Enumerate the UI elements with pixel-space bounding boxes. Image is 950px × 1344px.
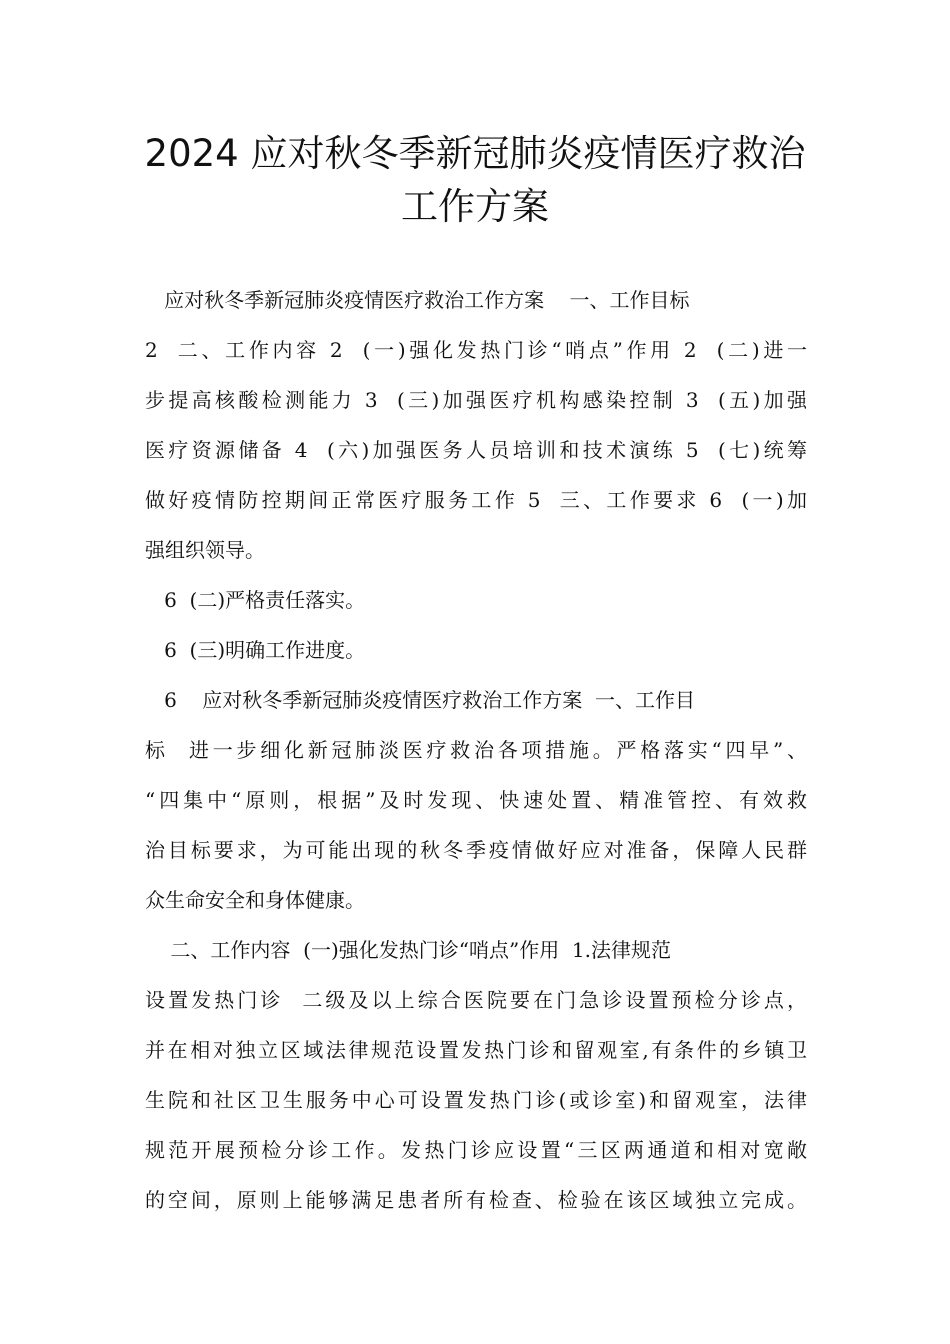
body-line: 6 (二)严格责任落实。 <box>145 588 366 612</box>
document-title-line-2: 工作方案 <box>401 185 549 228</box>
body-line: 医疗资源储备 4 (六)加强医务人员培训和技术演练 5 (七)统筹 <box>145 438 807 462</box>
body-line: 治目标要求，为可能出现的秋冬季疫情做好应对准备，保障人民群 <box>145 838 807 862</box>
body-line: 6 (三)明确工作进度。 <box>145 638 366 662</box>
body-line: 并在相对独立区域法律规范设置发热门诊和留观室,有条件的乡镇卫 <box>145 1038 807 1062</box>
document-title-line-1: 2024 应对秋冬季新冠肺炎疫情医疗救治 <box>144 132 806 175</box>
body-line: 二、工作内容 (一)强化发热门诊“哨点”作用 1.法律规范 <box>145 938 671 962</box>
body-line: 步提高核酸检测能力 3 (三)加强医疗机构感染控制 3 (五)加强 <box>145 388 807 412</box>
body-line: 应对秋冬季新冠肺炎疫情医疗救治工作方案 一、工作目标 <box>145 288 690 312</box>
body-line: 2 二、工作内容 2 (一)强化发热门诊“哨点”作用 2 (二)进一 <box>145 338 807 362</box>
body-line: 做好疫情防控期间正常医疗服务工作 5 三、工作要求 6 (一)加 <box>145 488 807 512</box>
body-line: 标 进一步细化新冠肺淡医疗救治各项措施。严格落实“四早”、 <box>145 738 807 762</box>
body-line: 强组织领导。 <box>145 538 265 562</box>
body-line: 规范开展预检分诊工作。发热门诊应设置“三区两通道和相对宽敞 <box>145 1138 807 1162</box>
body-line: 生院和社区卫生服务中心可设置发热门诊(或诊室)和留观室，法律 <box>145 1088 807 1112</box>
body-line: 的空间，原则上能够满足患者所有检查、检验在该区域独立完成。 <box>145 1188 807 1212</box>
body-line: 设置发热门诊 二级及以上综合医院要在门急诊设置预检分诊点， <box>145 988 807 1012</box>
body-line: 6 应对秋冬季新冠肺炎疫情医疗救治工作方案 一、工作目 <box>145 688 695 712</box>
body-line: “四集中“原则，根据”及时发现、快速处置、精准管控、有效救 <box>145 788 807 812</box>
body-line: 众生命安全和身体健康。 <box>145 888 365 912</box>
